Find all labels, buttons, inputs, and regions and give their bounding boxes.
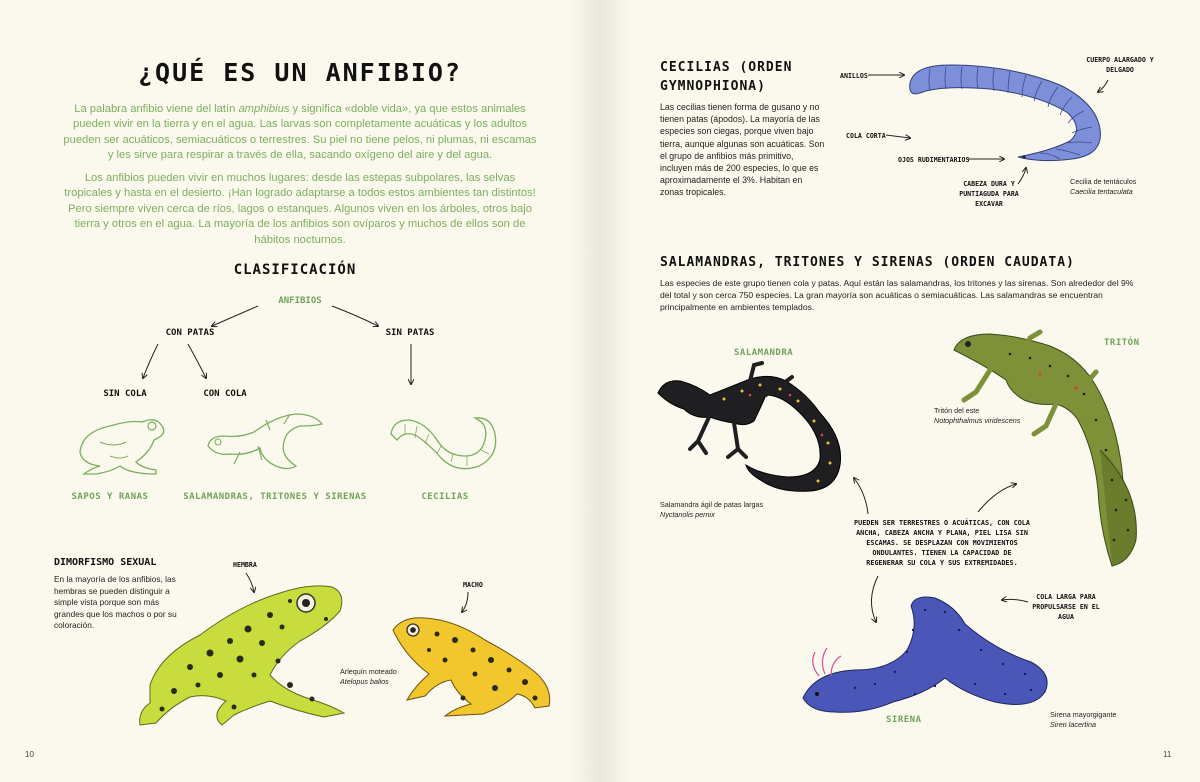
caecilians-heading: CECILIAS (ORDEN GYMNOPHIONA) [660,60,793,94]
siren-common-name: Sirena mayorgigante [1050,710,1117,719]
caudata-heading: SALAMANDRAS, TRITONES Y SIRENAS (ORDEN CAUDATA) [660,255,1075,270]
dimorphism-text: En la mayoría de los anfibios, las hembras se pueden distinguir a simple vista porque son más grandes que los machos o por su coloración. [54,574,177,631]
tree-node-with-tail: CON COLA [203,389,247,399]
dimorphism-heading: DIMORFISMO SEXUAL [54,557,157,568]
caudata-text: Las especies de este grupo tienen cola y patas. Aquí están las salamandras, los tritones y las sirenas. Son alrededor del 9% del total y son cerca 750 especies. La gran mayoría son acuáticas o semiacuáticas. Las salamandras se encuentran principalmente en ambientes templados. [660,278,1134,312]
newt-common-name: Tritón del este [934,406,980,415]
intro-text-b: y significa «doble vida», ya que estos animales pueden vivir en la tierra y en el agua. Las larvas son completamente acuáticas y los adultos pueden ser acuáticos, semiacuáticos o terrestres. Su piel no tiene pelos, ni plumas, ni escamas y les sirve para respirar a través de ella, sacando oxígeno del aire y del agua. [63,103,537,162]
female-frog-illustration [130,575,360,735]
harlequin-latin-name: Atelopus balios [340,677,389,686]
intro-text-latin: amphibius [238,103,290,115]
salamander-latin-name: Nyctanolis pernix [660,510,715,519]
caudata-tail-note: COLA LARGA PARA PROPULSARSE EN EL AGUA [1032,593,1100,621]
caecilian-common-name: Cecilia de tentáculos [1070,177,1137,186]
page-number-right: 11 [1163,750,1172,759]
label-male: MACHO [463,581,483,589]
caecilians-text: Las cecilias tienen forma de gusano y no tienen patas (ápodos). La mayoría de las especies son ciegas, porque viven bajo tierra, aunque algunas son acuáticas. Son el grupo de anfibios más primitivo, incluyen más de 200 especies, lo que es aproximadamente el 3%. Habitan en zonas tropicales. [660,102,825,198]
label-female: HEMBRA [233,561,257,569]
label-rings: ANILLOS [840,72,868,80]
siren-latin-name: Siren lacertina [1050,720,1096,729]
salamander-common-name: Salamandra ágil de patas largas [660,500,764,509]
caption-salamanders: SALAMANDRAS, TRITONES Y SIRENAS [183,492,367,502]
right-page [600,0,1200,782]
page-number-left: 10 [25,750,34,759]
label-rudimentary-eyes: OJOS RUDIMENTARIOS [898,156,970,164]
newt-label: TRITÓN [1104,338,1140,348]
label-short-tail: COLA CORTA [846,132,886,140]
salamander-label: SALAMANDRA [734,348,794,358]
siren-caption [1050,710,1116,730]
classification-heading: CLASIFICACIÓN [233,262,357,278]
page-title: ¿QUÉ ES UN ANFIBIO? [138,58,462,87]
intro-paragraph-2: Los anfibios pueden vivir en muchos lugares: desde las estepas subpolares, las selvas tropicales y hasta en el desierto. ¡Han logrado adaptarse a todos estos ambientes tan distintos! Pero siempre viven cerca de ríos, lagos o estanques. Algunos viven en los árboles, otros bajo tierra y otros en el agua. La mayoría de los anfibios son ovíparos y muchos de ellos son de hábitos nocturnos. [64,172,536,246]
caecilian-latin-name: Caecilia tentaculata [1070,187,1133,196]
newt-latin-name: Notophthalmus viridescens [934,416,1021,425]
intro-text-a: La palabra anfibio viene del latín [74,103,239,115]
caudata-center-note: PUEDEN SER TERRESTRES O ACUÁTICAS, CON COLA ANCHA, CABEZA ANCHA Y PLANA, PIEL LISA SIN ESCAMAS. SE DESPLAZAN CON MOVIMIENTOS ONDULANTES. TIENEN LA CAPACIDAD DE REGENERAR SU COLA Y SUS EXTREMIDADES. [854,519,1030,567]
caption-frogs: SAPOS Y RANAS [71,492,149,502]
siren-label: SIRENA [886,715,922,725]
harlequin-common-name: Arlequín moteado [340,667,397,676]
tree-node-without-legs: SIN PATAS [385,328,435,338]
tree-root-amphibians: ANFIBIOS [278,296,322,306]
tree-node-with-legs: CON PATAS [165,328,215,338]
label-hard-head: CABEZA DURA Y PUNTIAGUDA PARA EXCAVAR [959,180,1019,208]
male-frog-illustration [385,610,565,725]
tree-node-no-tail: SIN COLA [103,389,147,399]
caption-caecilians: CECILIAS [421,492,469,502]
label-long-body: CUERPO ALARGADO Y DELGADO [1086,56,1154,74]
siren-illustration [795,590,1055,720]
